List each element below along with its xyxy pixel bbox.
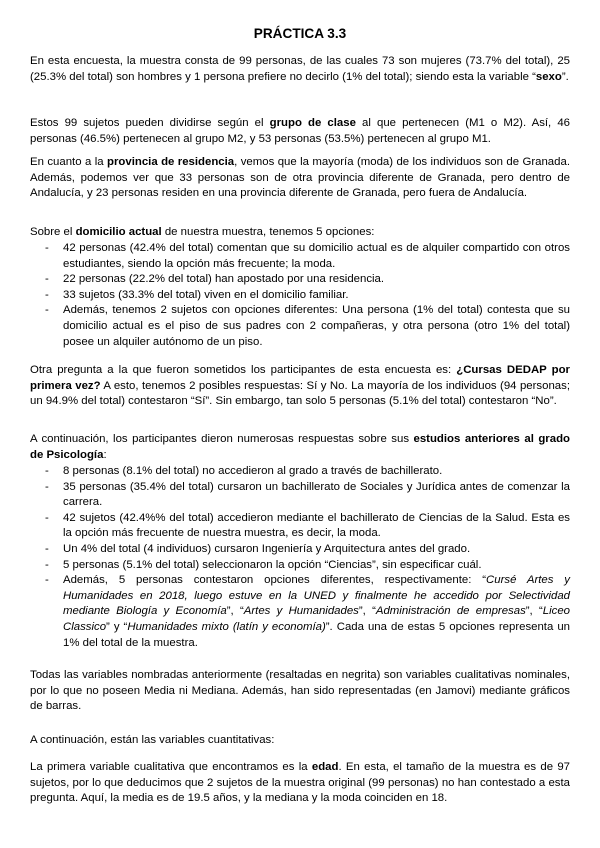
list-item: - 35 personas (35.4% del total) cursaron un bachillerato de Sociales y Jurídica antes de comenzar la carrera. [45, 480, 570, 509]
paragraph-grupo-clase: Estos 99 sujetos pueden dividirse según el grupo de clase al que pertenecen (M1 o M2). Así, 46 personas (46.5%) pertenecen al grupo M2, y 53 personas (53.5%) pertenecen al grupo M1. [30, 117, 570, 145]
list-item: - 8 personas (8.1% del total) no accedieron al grado a través de bachillerato. [45, 465, 443, 477]
paragraph-provincia: En cuanto a la provincia de residencia, vemos que la mayoría (moda) de los individuos son de Granada. Además, podemos ver que 33 personas son de otra provincia diferente de Granada, pero dentro de Andalucía, y 23 personas residen en una provincia diferente de Granada, pero fuera de Andalucía. [30, 156, 570, 200]
paragraph-sexo: En esta encuesta, la muestra consta de 99 personas, de las cuales 73 son mujeres (73.7% del total), 25 (25.3% del total) son hombres y 1 persona prefiere no decirlo (1% del total); siendo esta la variable “sexo”. [30, 55, 570, 83]
bold-term-estudios: estudios anteriores al grado de Psicología [30, 433, 570, 461]
paragraph-edad: La primera variable cualitativa que encontramos es la edad. En esta, el tamaño de la muestra es de 97 sujetos, por lo que deducimos que 2 sujetos de la muestra original (99 personas) no han contestado a esta pregunta. Aquí, la media es de 19.5 años, y la mediana y la moda coinciden en 18. [30, 761, 570, 805]
paragraph-domicilio-intro: Sobre el domicilio actual de nuestra muestra, tenemos 5 opciones: [30, 226, 375, 238]
list-item: - Además, tenemos 2 sujetos con opciones diferentes: Una persona (1% del total) contesta que su domicilio actual es el piso de sus padres con 2 compañeras, y otra persona (otro 1% del total) posee un alquiler autónomo de un piso. [45, 304, 570, 348]
paragraph-estudios-intro: A continuación, los participantes dieron numerosas respuestas sobre sus estudios anteriores al grado de Psicología: [30, 433, 570, 461]
bold-term-edad: edad [311, 761, 339, 773]
domicilio-list [30, 241, 570, 350]
bold-term-provincia: provincia de residencia [107, 156, 235, 168]
paragraph-cualitativas: Todas las variables nombradas anteriormente (resaltadas en negrita) son variables cualitativas nominales, por lo que no poseen Media ni Mediana. Además, han sido representadas (en Jamovi) mediante gráficos de barras. [30, 669, 570, 713]
list-item: - Un 4% del total (4 individuos) cursaron Ingeniería y Arquitectura antes del grado. [45, 542, 471, 555]
list-item: - 5 personas (5.1% del total) seleccionaron la opción “Ciencias”, sin especificar cuál. [45, 558, 482, 571]
bold-term-sexo: sexo [535, 70, 562, 83]
paragraph-cuantitativas-intro: A continuación, están las variables cuantitativas: [30, 734, 275, 746]
list-item: - 42 sujetos (42.4%% del total) accedieron mediante el bachillerato de Ciencias de la Salud. Esta es la opción más frecuente de nuestra muestra, es decir, la moda. [45, 511, 570, 540]
estudios-list [30, 464, 570, 651]
list-item: - 22 personas (22.2% del total) han apostado por una residencia. [45, 273, 385, 286]
list-item: - Además, 5 personas contestaron opciones diferentes, respectivamente: “Cursé Artes y Humanidades en 2018, luego estuve en la UNED y finalmente he accedido por Selectividad mediante Biología y Economía”, “Artes y Humanidades”, “Administración de empresas”, “Liceo Classico” y “Humanidades mixto (latín y economía)”. Cada una de estas 5 opciones representa un 1% del total de la muestra. [45, 574, 571, 649]
list-item: - 42 personas (42.4% del total) comentan que su domicilio actual es de alquiler compartido con otros estudiantes, siendo la opción más frecuente; la moda. [45, 242, 570, 270]
list-item: - 33 sujetos (33.3% del total) viven en el domicilio familiar. [45, 288, 349, 301]
bold-term-dedap: ¿Cursas DEDAP por primera vez? [30, 364, 570, 392]
page-title: PRÁCTICA 3.3 [253, 26, 347, 41]
bold-term-grupo-clase: grupo de clase [269, 117, 356, 129]
bold-term-domicilio: domicilio actual [75, 226, 162, 238]
paragraph-dedap: Otra pregunta a la que fueron sometidos los participantes de esta encuesta es: ¿Cursas DEDAP por primera vez? A esto, tenemos 2 posibles respuestas: Sí y No. La mayoría de los individuos (94 personas; un 94.9% del total) contestaron “Sí”. Sin embargo, tan solo 5 personas (5.1% del total) contestaron “No”. [30, 364, 570, 408]
